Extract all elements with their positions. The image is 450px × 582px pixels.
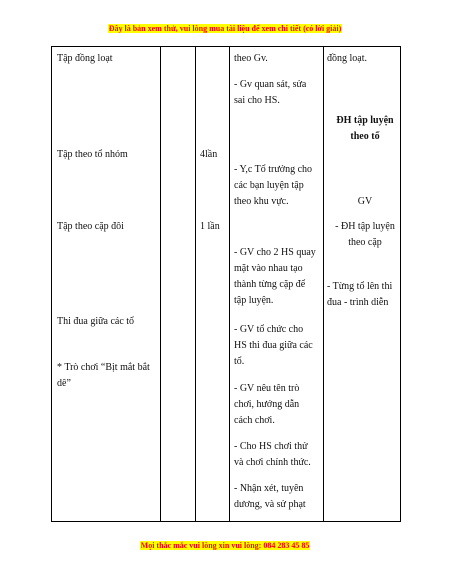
activity-item: Tập theo cặp đôi [57,221,124,232]
teacher-action: - GV tổ chức cho HS thi đua giữa các tổ. [234,324,313,367]
preview-banner-text: Đây là bản xem thử, vui lòng mua tài liệu để xem chi tiết (có lời giải) [108,24,342,33]
gv-label: GV [357,196,373,207]
student-action: đồng loạt. [327,53,367,64]
teacher-action: - Y,c Tổ trưởng cho các bạn luyện tập theo khu vực. [234,164,313,207]
activity-item: Tập theo tổ nhóm [57,149,128,160]
activity-item: * Trò chơi “Bịt mắt bắt dê” [57,362,150,389]
table-row [52,47,401,522]
time-column [161,47,196,522]
student-action: - Từng tổ lên thi đua - trình diễn [327,281,393,308]
activity-item: Tập đồng loạt [57,53,113,64]
teacher-action: - Gv quan sát, sửa sai cho HS. [234,79,307,106]
preview-banner [0,24,450,33]
teacher-action: - Cho HS chơi thử và chơi chính thức. [234,441,311,468]
teacher-activity-column [230,47,324,522]
activity-item: Thi đua giữa các tổ [57,316,135,327]
contact-banner [0,541,450,550]
lesson-table [51,46,401,522]
teacher-action: - GV cho 2 HS quay mặt vào nhau tạo thành từng cặp để tập luyện. [234,247,316,306]
contact-banner-text: Mọi thắc mắc vui lòng xin vui lòng: 084 283 45 85 [140,541,310,550]
repetition-count: 4lần [200,149,218,160]
formation-heading: ĐH tập luyện theo tổ [336,115,394,142]
student-action: - ĐH tập luyện theo cặp [335,221,395,248]
student-activity-column [324,47,401,522]
teacher-action: - Nhận xét, tuyên dương, và sử phạt [234,483,306,510]
activity-column [52,47,161,522]
teacher-action: theo Gv. [234,53,268,64]
teacher-action: - GV nêu tên trò chơi, hướng dẫn cách chơi. [234,383,300,426]
repetition-count: 1 lần [200,221,220,232]
repetition-column [196,47,230,522]
